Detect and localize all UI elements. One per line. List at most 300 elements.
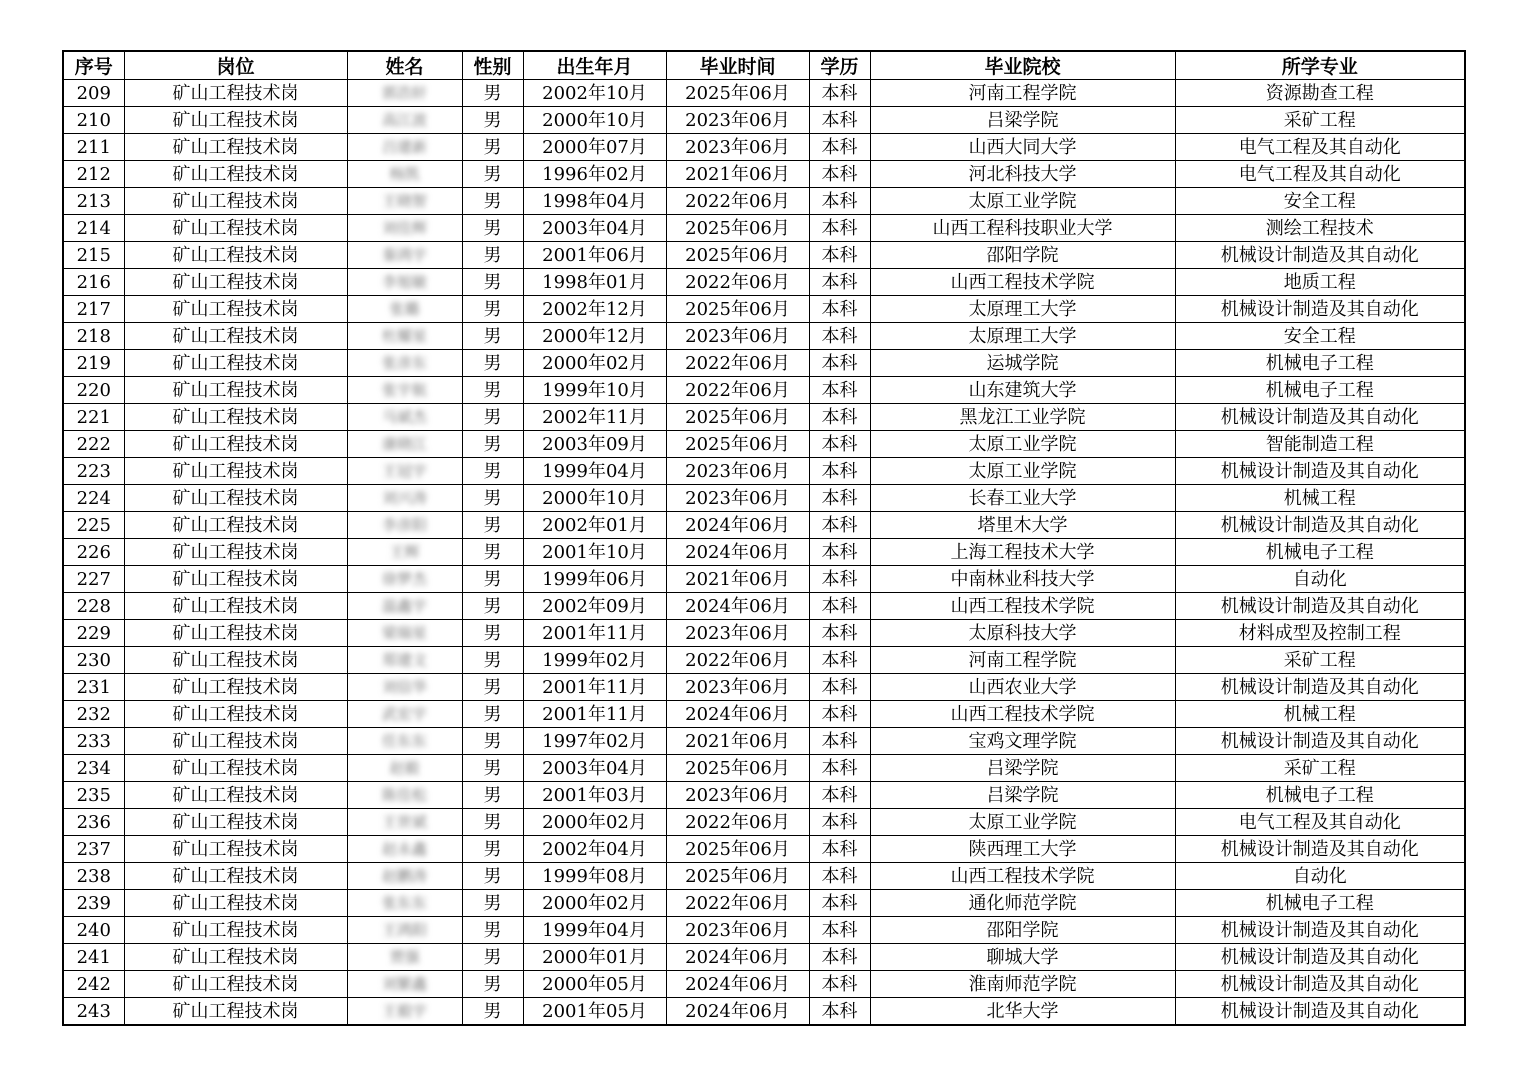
cell-gender: 男 — [462, 647, 523, 674]
cell-major: 机械设计制造及其自动化 — [1175, 728, 1465, 755]
cell-position: 矿山工程技术岗 — [124, 755, 347, 782]
cell-name — [347, 863, 462, 890]
cell-index: 231 — [63, 674, 124, 701]
table-row — [63, 215, 1465, 242]
cell-birth-date: 2002年09月 — [523, 593, 666, 620]
cell-major: 机械设计制造及其自动化 — [1175, 917, 1465, 944]
blurred-name: 刘佳辉 — [381, 219, 427, 237]
cell-birth-date: 2003年04月 — [523, 755, 666, 782]
cell-name — [347, 701, 462, 728]
header-school: 毕业院校 — [870, 51, 1175, 80]
table-row — [63, 944, 1465, 971]
cell-school: 太原工业学院 — [870, 809, 1175, 836]
cell-birth-date: 2002年01月 — [523, 512, 666, 539]
cell-birth-date: 1998年01月 — [523, 269, 666, 296]
cell-education: 本科 — [809, 917, 870, 944]
cell-school: 吕梁学院 — [870, 755, 1175, 782]
cell-education: 本科 — [809, 242, 870, 269]
table-row — [63, 593, 1465, 620]
cell-gender: 男 — [462, 917, 523, 944]
cell-gender: 男 — [462, 188, 523, 215]
cell-graduation-date: 2022年06月 — [666, 809, 809, 836]
blurred-name: 温鑫宇 — [381, 597, 427, 615]
blurred-name: 张东东 — [381, 894, 427, 912]
cell-major: 机械工程 — [1175, 701, 1465, 728]
cell-position: 矿山工程技术岗 — [124, 728, 347, 755]
cell-gender: 男 — [462, 404, 523, 431]
cell-major: 采矿工程 — [1175, 755, 1465, 782]
cell-name — [347, 242, 462, 269]
blurred-name: 王鸿阳 — [381, 921, 427, 939]
cell-school: 河北科技大学 — [870, 161, 1175, 188]
table-row — [63, 134, 1465, 161]
cell-major: 电气工程及其自动化 — [1175, 809, 1465, 836]
table-row — [63, 701, 1465, 728]
cell-position: 矿山工程技术岗 — [124, 863, 347, 890]
cell-name — [347, 377, 462, 404]
cell-position: 矿山工程技术岗 — [124, 782, 347, 809]
cell-birth-date: 2000年07月 — [523, 134, 666, 161]
cell-position: 矿山工程技术岗 — [124, 998, 347, 1026]
cell-gender: 男 — [462, 782, 523, 809]
blurred-name: 贾强 — [389, 948, 420, 966]
cell-major: 机械设计制造及其自动化 — [1175, 836, 1465, 863]
cell-education: 本科 — [809, 134, 870, 161]
cell-education: 本科 — [809, 647, 870, 674]
cell-position: 矿山工程技术岗 — [124, 674, 347, 701]
cell-index: 219 — [63, 350, 124, 377]
cell-name — [347, 998, 462, 1026]
cell-education: 本科 — [809, 566, 870, 593]
table-row — [63, 350, 1465, 377]
cell-name — [347, 539, 462, 566]
cell-index: 224 — [63, 485, 124, 512]
cell-position: 矿山工程技术岗 — [124, 539, 347, 566]
cell-position: 矿山工程技术岗 — [124, 134, 347, 161]
cell-position: 矿山工程技术岗 — [124, 80, 347, 107]
cell-major: 机械电子工程 — [1175, 782, 1465, 809]
cell-gender: 男 — [462, 998, 523, 1026]
cell-position: 矿山工程技术岗 — [124, 188, 347, 215]
cell-index: 215 — [63, 242, 124, 269]
blurred-name: 高江波 — [381, 111, 427, 129]
cell-education: 本科 — [809, 863, 870, 890]
cell-name — [347, 431, 462, 458]
cell-school: 通化师范学院 — [870, 890, 1175, 917]
cell-position: 矿山工程技术岗 — [124, 269, 347, 296]
cell-school: 山西工程技术学院 — [870, 593, 1175, 620]
cell-position: 矿山工程技术岗 — [124, 701, 347, 728]
cell-graduation-date: 2022年06月 — [666, 188, 809, 215]
cell-name — [347, 485, 462, 512]
cell-school: 太原工业学院 — [870, 188, 1175, 215]
cell-index: 210 — [63, 107, 124, 134]
cell-graduation-date: 2025年06月 — [666, 755, 809, 782]
cell-gender: 男 — [462, 512, 523, 539]
cell-position: 矿山工程技术岗 — [124, 404, 347, 431]
cell-position: 矿山工程技术岗 — [124, 242, 347, 269]
cell-graduation-date: 2023年06月 — [666, 323, 809, 350]
table-row — [63, 620, 1465, 647]
cell-index: 226 — [63, 539, 124, 566]
cell-education: 本科 — [809, 161, 870, 188]
cell-education: 本科 — [809, 971, 870, 998]
cell-gender: 男 — [462, 836, 523, 863]
cell-graduation-date: 2025年06月 — [666, 431, 809, 458]
blurred-name: 赵毅 — [389, 759, 420, 777]
cell-gender: 男 — [462, 215, 523, 242]
cell-education: 本科 — [809, 188, 870, 215]
cell-birth-date: 2000年02月 — [523, 890, 666, 917]
blurred-name: 吕建新 — [381, 138, 427, 156]
cell-gender: 男 — [462, 458, 523, 485]
blurred-name: 徐梦杰 — [381, 570, 427, 588]
cell-birth-date: 1996年02月 — [523, 161, 666, 188]
cell-birth-date: 1999年06月 — [523, 566, 666, 593]
cell-school: 吕梁学院 — [870, 107, 1175, 134]
cell-birth-date: 2001年03月 — [523, 782, 666, 809]
cell-school: 中南林业科技大学 — [870, 566, 1175, 593]
personnel-table — [62, 50, 1466, 1026]
cell-index: 227 — [63, 566, 124, 593]
cell-school: 河南工程学院 — [870, 647, 1175, 674]
cell-graduation-date: 2025年06月 — [666, 242, 809, 269]
cell-index: 211 — [63, 134, 124, 161]
cell-gender: 男 — [462, 728, 523, 755]
cell-school: 山西工程技术学院 — [870, 269, 1175, 296]
cell-major: 采矿工程 — [1175, 107, 1465, 134]
blurred-name: 康晓江 — [381, 435, 427, 453]
cell-major: 机械设计制造及其自动化 — [1175, 944, 1465, 971]
cell-major: 机械电子工程 — [1175, 890, 1465, 917]
cell-birth-date: 2001年10月 — [523, 539, 666, 566]
cell-index: 239 — [63, 890, 124, 917]
blurred-name: 王辉 — [389, 543, 420, 561]
cell-name — [347, 620, 462, 647]
cell-education: 本科 — [809, 701, 870, 728]
cell-position: 矿山工程技术岗 — [124, 917, 347, 944]
table-row — [63, 890, 1465, 917]
cell-graduation-date: 2021年06月 — [666, 728, 809, 755]
cell-major: 自动化 — [1175, 863, 1465, 890]
cell-school: 太原理工大学 — [870, 296, 1175, 323]
cell-school: 运城学院 — [870, 350, 1175, 377]
cell-position: 矿山工程技术岗 — [124, 350, 347, 377]
table-row — [63, 863, 1465, 890]
table-row — [63, 998, 1465, 1026]
cell-index: 243 — [63, 998, 124, 1026]
table-row — [63, 782, 1465, 809]
cell-graduation-date: 2025年06月 — [666, 404, 809, 431]
table-row — [63, 728, 1465, 755]
cell-school: 山西大同大学 — [870, 134, 1175, 161]
cell-index: 212 — [63, 161, 124, 188]
table-row — [63, 431, 1465, 458]
cell-position: 矿山工程技术岗 — [124, 215, 347, 242]
table-row — [63, 836, 1465, 863]
cell-graduation-date: 2024年06月 — [666, 593, 809, 620]
cell-graduation-date: 2023年06月 — [666, 674, 809, 701]
cell-birth-date: 2003年04月 — [523, 215, 666, 242]
cell-graduation-date: 2021年06月 — [666, 566, 809, 593]
table-header-row — [63, 51, 1465, 80]
table-row — [63, 188, 1465, 215]
cell-name — [347, 512, 462, 539]
cell-birth-date: 2000年10月 — [523, 485, 666, 512]
cell-major: 电气工程及其自动化 — [1175, 134, 1465, 161]
cell-major: 安全工程 — [1175, 188, 1465, 215]
cell-position: 矿山工程技术岗 — [124, 593, 347, 620]
cell-education: 本科 — [809, 350, 870, 377]
blurred-name: 郭浩轩 — [381, 84, 427, 102]
cell-gender: 男 — [462, 485, 523, 512]
cell-major: 机械工程 — [1175, 485, 1465, 512]
cell-index: 209 — [63, 80, 124, 107]
cell-position: 矿山工程技术岗 — [124, 485, 347, 512]
cell-position: 矿山工程技术岗 — [124, 323, 347, 350]
cell-position: 矿山工程技术岗 — [124, 458, 347, 485]
cell-graduation-date: 2022年06月 — [666, 890, 809, 917]
cell-name — [347, 458, 462, 485]
table-row — [63, 377, 1465, 404]
cell-gender: 男 — [462, 269, 523, 296]
cell-position: 矿山工程技术岗 — [124, 107, 347, 134]
cell-name — [347, 944, 462, 971]
cell-major: 采矿工程 — [1175, 647, 1465, 674]
cell-gender: 男 — [462, 971, 523, 998]
cell-index: 213 — [63, 188, 124, 215]
cell-name — [347, 674, 462, 701]
cell-major: 机械电子工程 — [1175, 377, 1465, 404]
cell-graduation-date: 2023年06月 — [666, 485, 809, 512]
blurred-name: 梁瑞星 — [381, 624, 427, 642]
cell-major: 机械设计制造及其自动化 — [1175, 296, 1465, 323]
cell-index: 230 — [63, 647, 124, 674]
cell-gender: 男 — [462, 755, 523, 782]
table-row — [63, 539, 1465, 566]
cell-position: 矿山工程技术岗 — [124, 809, 347, 836]
table-row — [63, 647, 1465, 674]
cell-birth-date: 2002年12月 — [523, 296, 666, 323]
cell-index: 216 — [63, 269, 124, 296]
cell-graduation-date: 2023年06月 — [666, 782, 809, 809]
cell-major: 机械设计制造及其自动化 — [1175, 404, 1465, 431]
table-row — [63, 323, 1465, 350]
cell-education: 本科 — [809, 755, 870, 782]
cell-education: 本科 — [809, 269, 870, 296]
cell-index: 233 — [63, 728, 124, 755]
cell-school: 陕西理工大学 — [870, 836, 1175, 863]
blurred-name: 王毅宇 — [381, 1002, 427, 1020]
cell-education: 本科 — [809, 836, 870, 863]
cell-education: 本科 — [809, 215, 870, 242]
cell-graduation-date: 2024年06月 — [666, 701, 809, 728]
cell-name — [347, 782, 462, 809]
cell-graduation-date: 2025年06月 — [666, 215, 809, 242]
cell-birth-date: 2003年09月 — [523, 431, 666, 458]
cell-gender: 男 — [462, 377, 523, 404]
cell-birth-date: 2000年10月 — [523, 107, 666, 134]
cell-birth-date: 2002年11月 — [523, 404, 666, 431]
cell-school: 山西工程科技职业大学 — [870, 215, 1175, 242]
cell-major: 地质工程 — [1175, 269, 1465, 296]
cell-education: 本科 — [809, 998, 870, 1026]
cell-gender: 男 — [462, 323, 523, 350]
cell-education: 本科 — [809, 377, 870, 404]
cell-birth-date: 2000年01月 — [523, 944, 666, 971]
cell-school: 山西工程技术学院 — [870, 863, 1175, 890]
cell-school: 山西农业大学 — [870, 674, 1175, 701]
cell-gender: 男 — [462, 620, 523, 647]
header-position: 岗位 — [124, 51, 347, 80]
cell-index: 220 — [63, 377, 124, 404]
cell-birth-date: 2000年02月 — [523, 809, 666, 836]
blurred-name: 杜耀星 — [381, 327, 427, 345]
table-row — [63, 161, 1465, 188]
cell-birth-date: 2001年11月 — [523, 620, 666, 647]
cell-name — [347, 161, 462, 188]
cell-education: 本科 — [809, 512, 870, 539]
cell-graduation-date: 2023年06月 — [666, 107, 809, 134]
cell-education: 本科 — [809, 404, 870, 431]
cell-school: 太原工业学院 — [870, 458, 1175, 485]
cell-position: 矿山工程技术岗 — [124, 890, 347, 917]
cell-major: 测绘工程技术 — [1175, 215, 1465, 242]
cell-graduation-date: 2022年06月 — [666, 647, 809, 674]
cell-education: 本科 — [809, 674, 870, 701]
blurred-name: 王冠宇 — [381, 462, 427, 480]
cell-index: 218 — [63, 323, 124, 350]
cell-name — [347, 323, 462, 350]
cell-school: 北华大学 — [870, 998, 1175, 1026]
cell-education: 本科 — [809, 458, 870, 485]
cell-name — [347, 917, 462, 944]
cell-gender: 男 — [462, 566, 523, 593]
cell-position: 矿山工程技术岗 — [124, 296, 347, 323]
cell-gender: 男 — [462, 593, 523, 620]
cell-name — [347, 350, 462, 377]
cell-graduation-date: 2022年06月 — [666, 350, 809, 377]
cell-education: 本科 — [809, 728, 870, 755]
cell-education: 本科 — [809, 944, 870, 971]
blurred-name: 李彦阳 — [381, 516, 427, 534]
blurred-name: 赵永鑫 — [381, 840, 427, 858]
cell-graduation-date: 2022年06月 — [666, 377, 809, 404]
cell-school: 上海工程技术大学 — [870, 539, 1175, 566]
table-row — [63, 674, 1465, 701]
header-education: 学历 — [809, 51, 870, 80]
cell-graduation-date: 2023年06月 — [666, 458, 809, 485]
table-row — [63, 566, 1465, 593]
cell-position: 矿山工程技术岗 — [124, 971, 347, 998]
cell-graduation-date: 2025年06月 — [666, 863, 809, 890]
cell-index: 242 — [63, 971, 124, 998]
cell-graduation-date: 2023年06月 — [666, 134, 809, 161]
cell-graduation-date: 2022年06月 — [666, 269, 809, 296]
cell-graduation-date: 2024年06月 — [666, 539, 809, 566]
cell-name — [347, 971, 462, 998]
cell-gender: 男 — [462, 674, 523, 701]
cell-gender: 男 — [462, 701, 523, 728]
cell-gender: 男 — [462, 350, 523, 377]
cell-graduation-date: 2023年06月 — [666, 917, 809, 944]
cell-major: 机械设计制造及其自动化 — [1175, 674, 1465, 701]
cell-gender: 男 — [462, 890, 523, 917]
cell-major: 机械设计制造及其自动化 — [1175, 998, 1465, 1026]
cell-index: 232 — [63, 701, 124, 728]
cell-index: 221 — [63, 404, 124, 431]
table-row — [63, 458, 1465, 485]
cell-position: 矿山工程技术岗 — [124, 566, 347, 593]
blurred-name: 张璐 — [389, 300, 420, 318]
cell-birth-date: 1999年04月 — [523, 917, 666, 944]
cell-school: 邵阳学院 — [870, 242, 1175, 269]
blurred-name: 王世斌 — [381, 813, 427, 831]
cell-major: 机械设计制造及其自动化 — [1175, 971, 1465, 998]
blurred-name: 刘繁鑫 — [381, 975, 427, 993]
cell-position: 矿山工程技术岗 — [124, 620, 347, 647]
cell-name — [347, 728, 462, 755]
blurred-name: 刘兴涛 — [381, 489, 427, 507]
cell-graduation-date: 2024年06月 — [666, 998, 809, 1026]
cell-index: 225 — [63, 512, 124, 539]
cell-major: 智能制造工程 — [1175, 431, 1465, 458]
cell-school: 黑龙江工业学院 — [870, 404, 1175, 431]
cell-major: 安全工程 — [1175, 323, 1465, 350]
cell-education: 本科 — [809, 782, 870, 809]
cell-index: 214 — [63, 215, 124, 242]
cell-birth-date: 2001年11月 — [523, 701, 666, 728]
cell-education: 本科 — [809, 620, 870, 647]
cell-education: 本科 — [809, 107, 870, 134]
cell-major: 机械设计制造及其自动化 — [1175, 512, 1465, 539]
blurred-name: 张彦东 — [381, 354, 427, 372]
blurred-name: 马斌杰 — [381, 408, 427, 426]
cell-index: 240 — [63, 917, 124, 944]
cell-position: 矿山工程技术岗 — [124, 512, 347, 539]
cell-education: 本科 — [809, 323, 870, 350]
table-row — [63, 296, 1465, 323]
cell-birth-date: 1999年10月 — [523, 377, 666, 404]
cell-name — [347, 890, 462, 917]
cell-gender: 男 — [462, 107, 523, 134]
cell-birth-date: 2002年10月 — [523, 80, 666, 107]
table-row — [63, 404, 1465, 431]
blurred-name: 郑建文 — [381, 651, 427, 669]
cell-school: 河南工程学院 — [870, 80, 1175, 107]
cell-birth-date: 2002年04月 — [523, 836, 666, 863]
cell-name — [347, 755, 462, 782]
cell-education: 本科 — [809, 539, 870, 566]
cell-major: 自动化 — [1175, 566, 1465, 593]
cell-index: 238 — [63, 863, 124, 890]
cell-birth-date: 2001年06月 — [523, 242, 666, 269]
table-row — [63, 971, 1465, 998]
cell-graduation-date: 2023年06月 — [666, 620, 809, 647]
cell-position: 矿山工程技术岗 — [124, 161, 347, 188]
header-graduation-date: 毕业时间 — [666, 51, 809, 80]
cell-index: 217 — [63, 296, 124, 323]
cell-school: 塔里木大学 — [870, 512, 1175, 539]
cell-index: 235 — [63, 782, 124, 809]
cell-graduation-date: 2024年06月 — [666, 944, 809, 971]
cell-name — [347, 188, 462, 215]
blurred-name: 秦鸿宇 — [381, 246, 427, 264]
cell-position: 矿山工程技术岗 — [124, 647, 347, 674]
cell-birth-date: 1999年08月 — [523, 863, 666, 890]
cell-name — [347, 107, 462, 134]
cell-school: 邵阳学院 — [870, 917, 1175, 944]
